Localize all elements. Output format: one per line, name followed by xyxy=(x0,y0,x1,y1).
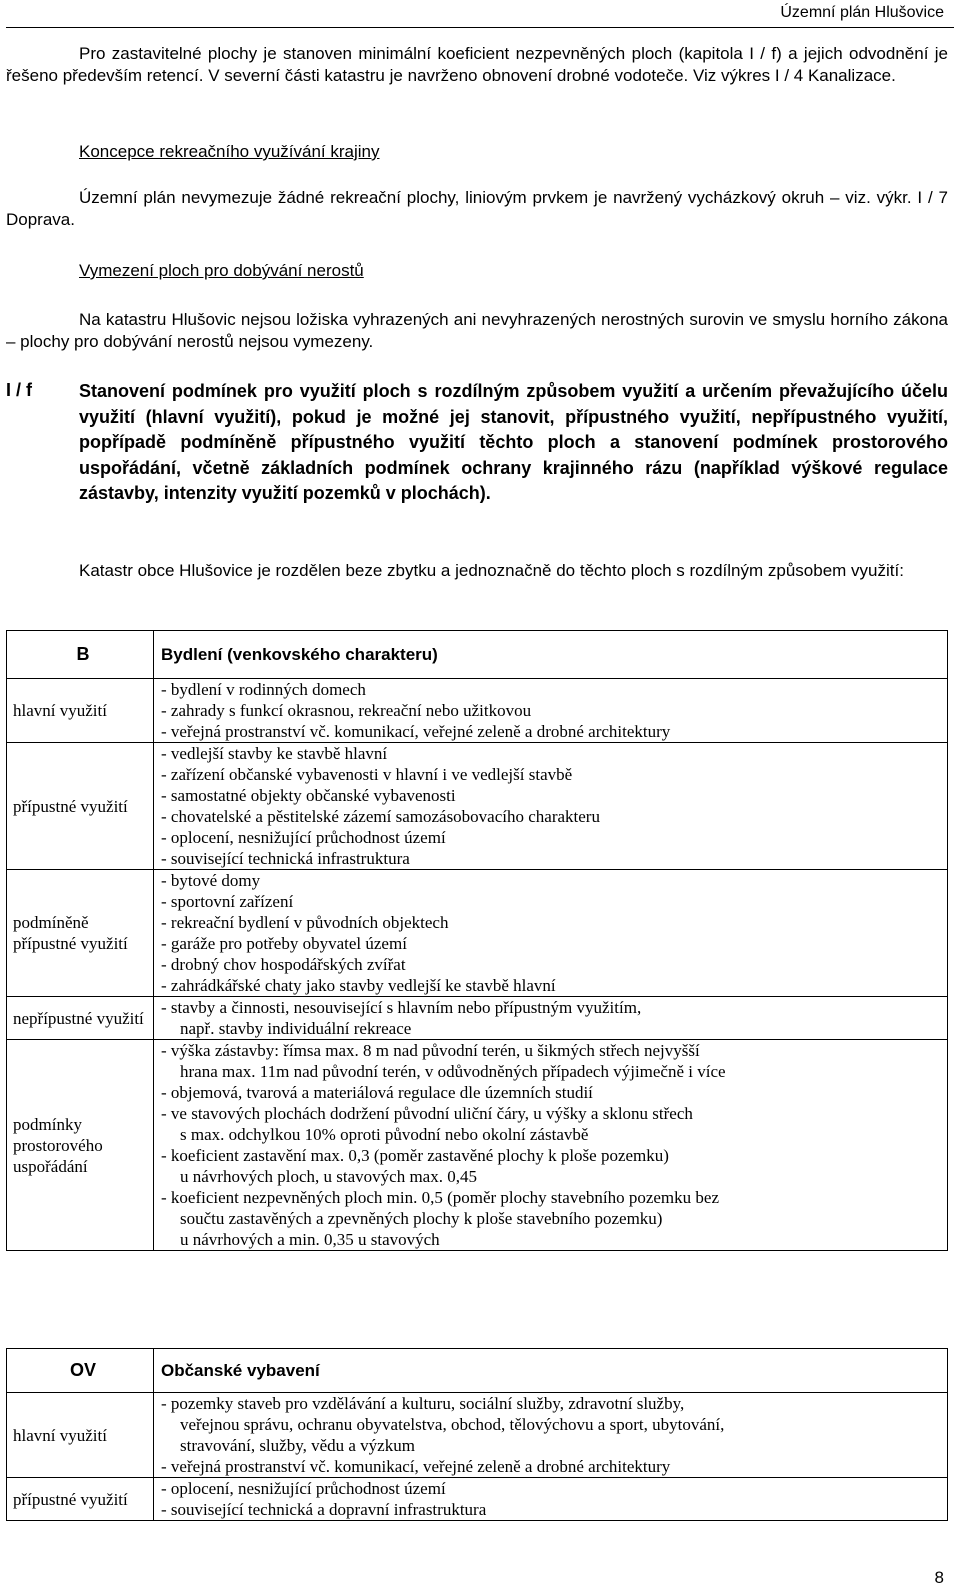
row-label: přípustné využití xyxy=(7,1478,154,1521)
list-item: - pozemky staveb pro vzdělávání a kulturu, sociální služby, zdravotní služby, xyxy=(161,1394,685,1413)
row-label: nepřípustné využití xyxy=(7,997,154,1040)
table-row xyxy=(7,1478,948,1521)
page-number: 8 xyxy=(934,1568,944,1587)
table-zone-b xyxy=(6,630,948,1251)
row-content xyxy=(154,870,948,997)
list-item: hrana max. 11m nad původní terén, v odůvodněných případech výjimečně i více xyxy=(180,1062,726,1081)
row-label: hlavní využití xyxy=(7,1393,154,1478)
list-item: u návrhových a min. 0,35 u stavových xyxy=(180,1230,440,1249)
list-item: - související technická a dopravní infrastruktura xyxy=(161,1500,487,1519)
row-content xyxy=(154,1393,948,1478)
list-item: - veřejná prostranství vč. komunikací, veřejné zeleně a drobné architektury xyxy=(161,722,671,741)
list-item: - výška zástavby: římsa max. 8 m nad původní terén, u šikmých střech nejvyšší xyxy=(161,1041,700,1060)
list-item: - sportovní zařízení xyxy=(161,892,294,911)
row-content xyxy=(154,1478,948,1521)
row-content xyxy=(154,743,948,870)
table-zone-ov xyxy=(6,1348,948,1521)
list-item: veřejnou správu, ochranu obyvatelstva, obchod, tělovýchovu a sport, ubytování, xyxy=(180,1415,725,1434)
list-item: - samostatné objekty občanské vybavenosti xyxy=(161,786,456,805)
row-content xyxy=(154,997,948,1040)
header-rule xyxy=(6,27,954,28)
table-row xyxy=(7,679,948,743)
list-item: - garáže pro potřeby obyvatel území xyxy=(161,934,407,953)
list-item: - drobný chov hospodářských zvířat xyxy=(161,955,406,974)
paragraph-recreation: Územní plán nevymezuje žádné rekreační plochy, liniovým prvkem je navržený vycházkový okruh – viz. výkr. I / 7 Doprava. xyxy=(6,188,948,229)
list-item: - bytové domy xyxy=(161,871,261,890)
table-row xyxy=(7,997,948,1040)
list-item: - koeficient nezpevněných ploch min. 0,5 (poměr plochy stavebního pozemku bez xyxy=(161,1188,719,1207)
table-row xyxy=(7,1040,948,1251)
zone-code: B xyxy=(7,631,154,679)
section-heading: Stanovení podmínek pro využití ploch s rozdílným způsobem využití a určením převažujícího účelu využití (hlavní využití), pokud je možné jej stanovit, přípustného využití, nepřípustného využití, popřípadě podmíněně přípustného využití těchto ploch a stanovení podmínek prostorového uspořádání, včetně základních podmínek ochrany krajinného rázu (například výškové regulace zástavby, intenzity využití pozemků v plochách). xyxy=(79,381,948,504)
zone-title: Občanské vybavení xyxy=(154,1349,948,1393)
zone-code: OV xyxy=(7,1349,154,1393)
zone-title: Bydlení (venkovského charakteru) xyxy=(154,631,948,679)
row-label: podmíněně přípustné využití xyxy=(7,870,154,997)
list-item: např. stavby individuální rekreace xyxy=(180,1019,412,1038)
list-item: s max. odchylkou 10% oproti původní nebo okolní zástavbě xyxy=(180,1125,589,1144)
row-label: hlavní využití xyxy=(7,679,154,743)
list-item: - chovatelské a pěstitelské zázemí samozásobovacího charakteru xyxy=(161,807,600,826)
list-item: - oplocení, nesnižující průchodnost území xyxy=(161,828,446,847)
list-item: - zahrady s funkcí okrasnou, rekreační nebo užitkovou xyxy=(161,701,532,720)
list-item: u návrhových ploch, u stavových max. 0,45 xyxy=(180,1167,477,1186)
list-item: součtu zastavěných a zpevněných plochy k ploše stavebního pozemku) xyxy=(180,1209,663,1228)
table-row xyxy=(7,1393,948,1478)
list-item: - související technická infrastruktura xyxy=(161,849,410,868)
list-item: - zahrádkářské chaty jako stavby vedlejší ke stavbě hlavní xyxy=(161,976,556,995)
list-item: - bydlení v rodinných domech xyxy=(161,680,366,699)
list-item: - stavby a činnosti, nesouvisející s hlavním nebo přípustným využitím, xyxy=(161,998,642,1017)
row-content xyxy=(154,679,948,743)
list-item: - rekreační bydlení v původních objektech xyxy=(161,913,449,932)
section-label: I / f xyxy=(6,380,32,400)
list-item: stravování, služby, vědu a výzkum xyxy=(180,1436,415,1455)
paragraph-minerals: Na katastru Hlušovic nejsou ložiska vyhrazených ani nevyhrazených nerostných surovin ve smyslu horního zákona – plochy pro dobývání nerostů nejsou vymezeny. xyxy=(6,310,948,351)
heading-recreation: Koncepce rekreačního využívání krajiny xyxy=(79,142,380,161)
row-content xyxy=(154,1040,948,1251)
list-item: - veřejná prostranství vč. komunikací, veřejné zeleně a drobné architektury xyxy=(161,1457,671,1476)
heading-minerals: Vymezení ploch pro dobývání nerostů xyxy=(79,261,364,280)
header-title: Územní plán Hlušovice xyxy=(780,4,944,21)
list-item: - vedlejší stavby ke stavbě hlavní xyxy=(161,744,388,763)
table-row xyxy=(7,743,948,870)
list-item: - zařízení občanské vybavenosti v hlavní i ve vedlejší stavbě xyxy=(161,765,573,784)
row-label: přípustné využití xyxy=(7,743,154,870)
row-label: podmínky prostorového uspořádání xyxy=(7,1040,154,1251)
paragraph-retention: Pro zastavitelné plochy je stanoven minimální koeficient nezpevněných ploch (kapitola I / f) a jejich odvodnění je řešeno především retencí. V severní části katastru je navrženo obnovení drobné vodoteče. Viz výkres I / 4 Kanalizace. xyxy=(6,44,948,85)
list-item: - oplocení, nesnižující průchodnost území xyxy=(161,1479,446,1498)
list-item: - objemová, tvarová a materiálová regulace dle územních studií xyxy=(161,1083,593,1102)
table-row xyxy=(7,870,948,997)
list-item: - koeficient zastavění max. 0,3 (poměr zastavěné plochy k ploše pozemku) xyxy=(161,1146,669,1165)
paragraph-lead: Katastr obce Hlušovice je rozdělen beze zbytku a jednoznačně do těchto ploch s rozdílným způsobem využití: xyxy=(79,561,904,580)
list-item: - ve stavových plochách dodržení původní uliční čáry, u výšky a sklonu střech xyxy=(161,1104,693,1123)
